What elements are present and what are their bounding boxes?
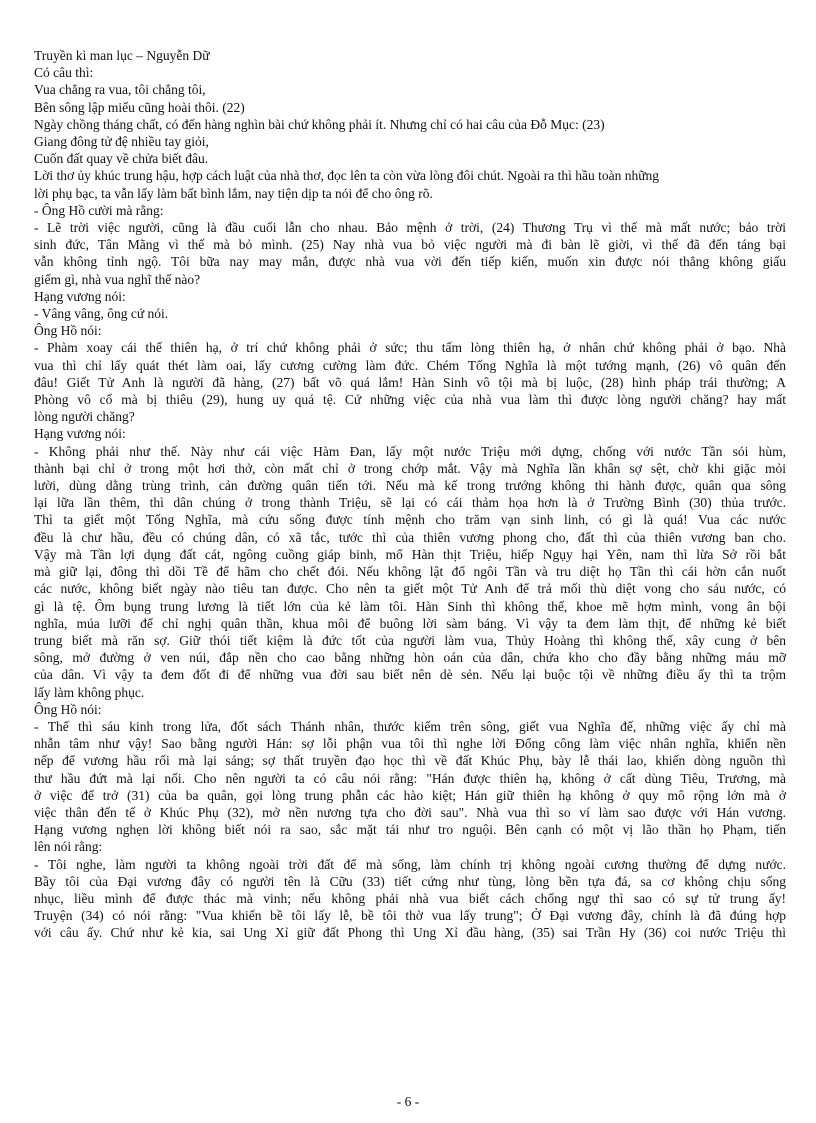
text-line: đâu! Giết Tử Anh là người đã hàng, (27) bất võ quá lắm! Hàn Sinh vô tội mà bị luộc, (28) hình pháp trái thường; A: [34, 374, 786, 390]
text-line: Ông Hồ nói:: [34, 323, 102, 339]
text-line: Hạng vương nói:: [34, 426, 126, 442]
text-line: Phòng vô cố mà bị thiêu (29), hung uy quá tệ. Cứ những việc của nhà vua làm thì được lòng người chăng? hay mất: [34, 392, 786, 408]
text-line: Giang đông tử đệ nhiều tay giỏi,: [34, 134, 209, 150]
text-line: Ông Hồ nói:: [34, 701, 102, 717]
text-line: Truyền kì man lục – Nguyễn Dữ: [34, 48, 210, 63]
text-line: - Thế thì sáu kinh trong lửa, đốt sách Thánh nhân, thước kiếm trên sông, giết vua Nghĩa đế, những việc ấy chỉ mà: [34, 718, 786, 734]
text-line: Bên sông lập miếu cũng hoài thôi. (22): [34, 99, 245, 115]
text-line: lời phụ bạc, ta vẫn lấy làm bất bình lắm, nay tiện dịp ta nói để cho ông rõ.: [34, 185, 433, 201]
text-line: gì là tệ. Ôm bụng trung lương là tiết lớn của kẻ làm tôi. Hàn Sinh thì không thế, khoe mẽ hợm mình, vong ân bội: [34, 598, 786, 614]
text-line: trung biết mà răn sợ. Giữ thói tiết kiệm là đức tốt của người làm vua, Thủy Hoàng thì không thế, xây cung ở bên: [34, 632, 786, 648]
text-line: mà giữ lại, đông thì dồi Tề để hãm cho chết đói. Nếu không lật đổ ngôi Tần và tru diệt họ Tần thì cái hờn cắn nuốt: [34, 564, 786, 580]
text-line: Cuốn đất quay về chửa biết đâu.: [34, 151, 209, 167]
text-line: nhẫn tâm như vậy! Sao bằng người Hán: sợ lỗi phận vua tôi thì nghe lời Đổng công làm việc nhân nghĩa, khiến nền: [34, 736, 786, 752]
text-line: đều là chư hầu, đều có chúng dân, có xã tắc, tước thì của thiên vương phong cho, đất thì của thiên vương ban cho.: [34, 529, 786, 545]
text-line: nếp để vương hầu rối mà lại sáng; sợ thất truyền đạo học thì về đất Khúc Phụ, bày lễ thái lao, khiến dòng nguồn thì: [34, 753, 786, 769]
page-number: - 6 -: [396, 1094, 420, 1109]
text-line: Hạng vương nghẹn lời không biết nói ra sao, sắc mặt tái như tro nguội. Bên cạnh có một vị lão thần họ Phạm, tiến: [34, 822, 786, 838]
text-line: sông, mở đường ở ven núi, đắp nền cho cao bằng những hòn oán của dân, chứa kho cho đầy bằng những máu mỡ: [34, 650, 786, 666]
text-line: việc thân đến tế ở Khúc Phụ (32), mở nền nương tựa cho đời sau". Nhà vua thì so ví làm sao được với Hán vương.: [34, 804, 786, 820]
text-line: Thì ta giết một Tống Nghĩa, mà cứu sống được tính mệnh cho trăm vạn sinh linh, có gì là quá! Vua các nước: [34, 512, 786, 528]
text-line: sinh đức, Tân Mãng vì thế mà bỏ mình. (25) Nay nhà vua bỏ việc người mà đi bàn lẽ giời, vì thế đã đến táng bại: [34, 237, 786, 253]
text-line: ở việc để trở (31) của ba quân, gọi lòng trung phẫn các hào kiệt; Hán giữ thiên hạ không ở quy mô rộng lớn mà ở: [34, 787, 786, 803]
text-line: - Ông Hồ cười mà rằng:: [34, 202, 164, 218]
text-line: với câu ấy. Chứ như kẻ kia, sai Ung Xỉ giữ đất Phong thì Ung Xỉ đầu hàng, (35) sai Trần Hy (36) coi nước Triệu thì: [34, 925, 786, 941]
text-line: Hạng vương nói:: [34, 288, 126, 304]
text-line: Truyện (34) có nói rằng: "Vua khiến bề tôi lấy lễ, bề tôi thờ vua lấy trung"; Ở Đại vương đây, chính là đã đúng hợp: [34, 908, 786, 924]
text-line: nhục, liều mình để được thác mà vinh; nếu không phải nhà vua biết cách chống ngự thì sao có sự tử trung ấy!: [34, 890, 786, 906]
text-line: thư hầu đứt mà lại nối. Cho nên người ta có câu nói rằng: "Hán được thiên hạ, không ở cất dùng Tiêu, Trương, mà: [34, 770, 786, 786]
text-line: nghĩa, múa lưỡi để chỉ nghị quân thần, khua môi để buông lời sàm báng. Vì vậy ta đem làm thịt, để những kẻ biết: [34, 615, 786, 631]
text-line: - Lẽ trời việc người, cũng là đầu cuối lẫn cho nhau. Bảo mệnh ở trời, (24) Thương Trụ vì thế mà mất nước; bảo trời: [34, 220, 786, 236]
text-line: - Không phải như thế. Này như cái việc Hàm Đan, lấy một nước Triệu mới dựng, chống với nước Tần sói hùm,: [34, 443, 786, 459]
text-line: Bầy tôi của Đại vương đây có người tên là Cữu (33) tiết cứng như tùng, lòng bền tựa đá, sa cơ không chịu sống: [34, 873, 786, 889]
text-line: Có câu thì:: [34, 65, 94, 81]
text-line: Vậy mà Tần lợi dụng đất cát, ngông cuồng giáp binh, mổ Hàn thịt Triệu, hiếp Ngụy hại Yên, nam thì lừa Sở rồi bắt: [34, 546, 786, 562]
text-line: của dân. Vì vậy ta đem đốt đi để những vua đời sau biết nên dè sẻn. Nếu lại buộc tội về những điều ấy thì ta trộm: [34, 667, 786, 683]
text-line: thành bại chỉ ở trong một hơi thở, còn mất chỉ ở trong chớp mắt. Vậy mà Nghĩa lần khân sợ sệt, chờ khi giặc mỏi: [34, 460, 786, 476]
text-line: Lời thơ ủy khúc trung hậu, hợp cách luật của nhà thơ, đọc lên ta còn vừa lòng đôi chút. Ngoài ra thì hầu toàn những: [34, 168, 660, 184]
text-line: lấy làm không phục.: [34, 684, 145, 700]
text-line: lại lữa lần thêm, thì dân chúng ở trong thành Triệu, sẽ lại có cái thảm họa hơn là ở Trường Bình (30) thủa trước.: [34, 495, 786, 511]
text-line: - Vâng vâng, ông cứ nói.: [34, 306, 169, 322]
text-line: lười, dùng dằng trùng trình, cản đường quân tiến tới. Nếu mà kế trong trướng không thi hành được, quân qua sông: [34, 478, 786, 494]
text-line: lên nói rằng:: [34, 839, 103, 855]
text-line: vẫn không tỉnh ngộ. Tôi bữa nay may mắn, được nhà vua vời đến tiếp kiến, muốn xin được nói thẳng không giấu: [34, 254, 786, 270]
text-line: lòng người chăng?: [34, 409, 135, 425]
text-line: giếm gì, nhà vua nghĩ thế nào?: [34, 271, 201, 287]
text-line: - Phàm xoay cái thế thiên hạ, ở trí chứ không phải ở sức; thu tấm lòng thiên hạ, ở nhân chứ không phải ở bạo. Nhà: [34, 340, 786, 356]
text-line: vua thì chỉ lấy quát thét làm oai, lấy cương cường làm đức. Chém Tống Nghĩa là một tướng mạnh, (26) vô quân đến: [34, 357, 786, 373]
text-line: Vua chẳng ra vua, tôi chẳng tôi,: [34, 82, 206, 98]
text-line: - Tôi nghe, làm người ta không ngoài trời đất để mà sống, làm chính trị không ngoài cương thường để dựng nước.: [34, 856, 786, 872]
text-line: các nước, không biết ngày nào tiêu tan được. Cho nên ta giết một Tử Anh để trả mối thù diệt vong cho sáu nước, có: [34, 581, 786, 597]
text-line: Ngày chồng tháng chất, có đến hàng nghìn bài chứ không phải ít. Nhưng chỉ có hai câu của Đỗ Mục: (23): [34, 116, 605, 132]
document-body: [34, 47, 786, 942]
